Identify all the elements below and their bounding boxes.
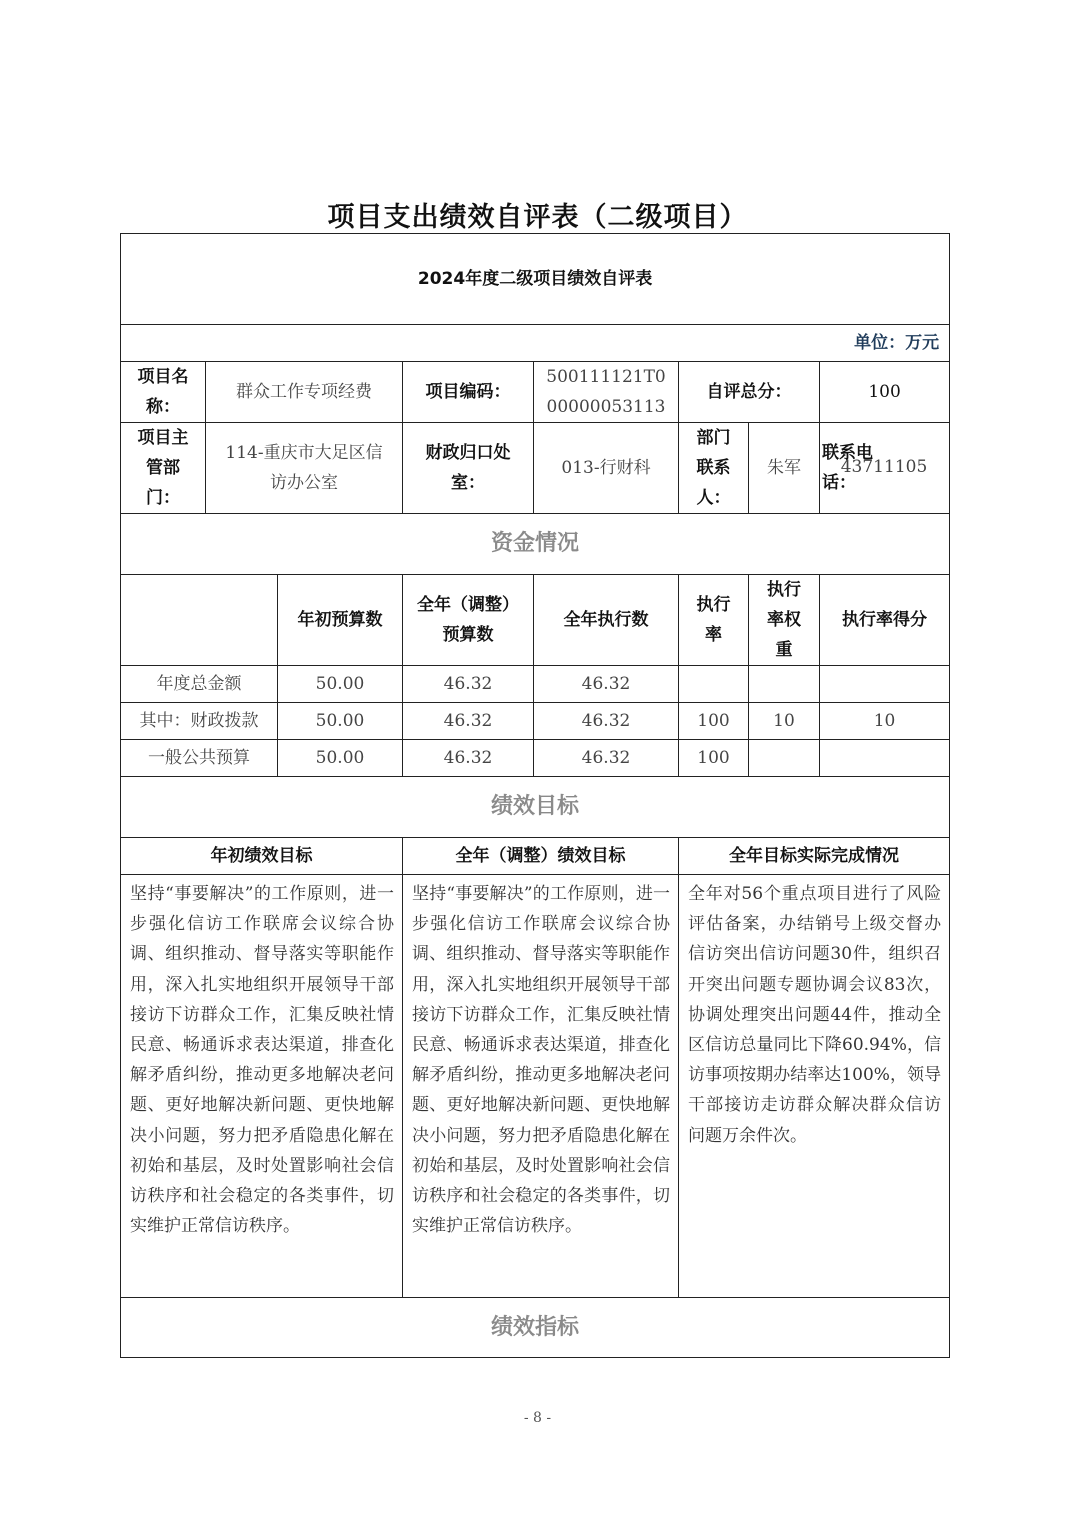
department-label: 项目主管部门： bbox=[121, 423, 206, 514]
row-label-total: 年度总金额 bbox=[121, 666, 278, 703]
document-title: 项目支出绩效自评表（二级项目） bbox=[327, 202, 748, 233]
header-executed: 全年执行数 bbox=[534, 575, 679, 666]
row-label-public: 一般公共预算 bbox=[121, 740, 278, 777]
cell-score bbox=[820, 666, 950, 703]
cell-adjusted: 46.32 bbox=[403, 666, 534, 703]
finance-office-value: 013-行财科 bbox=[534, 423, 679, 514]
cell-adjusted: 46.32 bbox=[403, 740, 534, 777]
adjusted-goal-text: 坚持“事要解决”的工作原则，进一步强化信访工作联席会议综合协调、组织推动、督导落实等职能作用，深入扎实地组织开展领导干部接访下访群众工作，汇集反映社情民意、畅通诉求表达渠道，排查化解矛盾纠纷，推动更多地解决老问题、更好地解决新问题、更快地解决小问题，努力把矛盾隐患化解在初始和基层，及时处置影响社会信访秩序和社会稳定的各类事件，切实维护正常信访秩序。 bbox=[403, 875, 679, 1298]
table-row bbox=[121, 703, 950, 740]
funds-header-blank bbox=[121, 575, 278, 666]
funds-section-title: 资金情况 bbox=[121, 514, 950, 575]
row-label-fiscal: 其中：财政拨款 bbox=[121, 703, 278, 740]
cell-weight bbox=[749, 740, 820, 777]
goals-content-row bbox=[121, 875, 950, 1298]
cell-executed: 46.32 bbox=[534, 666, 679, 703]
header-rate: 执行率 bbox=[679, 575, 749, 666]
cell-rate bbox=[679, 666, 749, 703]
table-row bbox=[121, 666, 950, 703]
phone-label: 联系电话： bbox=[822, 443, 873, 493]
project-code-label: 项目编码： bbox=[403, 362, 534, 423]
finance-office-label: 财政归口处室： bbox=[403, 423, 534, 514]
cell-executed: 46.32 bbox=[534, 703, 679, 740]
goals-section-title: 绩效目标 bbox=[121, 777, 950, 838]
table-row bbox=[121, 740, 950, 777]
project-code-value: 500111121T000000053113 bbox=[534, 362, 679, 423]
goals-header-adjusted: 全年（调整）绩效目标 bbox=[403, 838, 679, 875]
funds-section-row bbox=[121, 514, 950, 575]
cell-score: 10 bbox=[820, 703, 950, 740]
total-score-value: 100 bbox=[820, 362, 950, 423]
unit-row bbox=[121, 325, 950, 362]
cell-budget: 50.00 bbox=[278, 703, 403, 740]
project-info-row bbox=[121, 362, 950, 423]
actual-completion-text: 全年对56个重点项目进行了风险评估备案，办结销号上级交督办信访突出信访问题30件，组织召开突出问题专题协调会议83次，协调处理突出问题44件，推动全区信访总量同比下降60.94%，信访事项按期办结率达100%，领导干部接访走访群众解决群众信访问题万余件次。 bbox=[679, 875, 950, 1298]
cell-rate: 100 bbox=[679, 740, 749, 777]
cell-score bbox=[820, 740, 950, 777]
project-name-value: 群众工作专项经费 bbox=[206, 362, 403, 423]
goals-header-initial: 年初绩效目标 bbox=[121, 838, 403, 875]
cell-executed: 46.32 bbox=[534, 740, 679, 777]
self-evaluation-table bbox=[120, 233, 950, 1358]
project-name-label: 项目名称： bbox=[121, 362, 206, 423]
goals-header-row bbox=[121, 838, 950, 875]
header-adjusted-budget: 全年（调整）预算数 bbox=[403, 575, 534, 666]
goals-section-row bbox=[121, 777, 950, 838]
indicators-section-title: 绩效指标 bbox=[121, 1298, 950, 1358]
page-number: - 8 - bbox=[523, 1410, 552, 1426]
cell-budget: 50.00 bbox=[278, 666, 403, 703]
total-score-label: 自评总分： bbox=[679, 362, 820, 423]
cell-rate: 100 bbox=[679, 703, 749, 740]
funds-header-row bbox=[121, 575, 950, 666]
contact-person-label: 部门联系人： bbox=[679, 423, 749, 514]
department-value: 114-重庆市大足区信访办公室 bbox=[206, 423, 403, 514]
header-weight: 执行率权重 bbox=[749, 575, 820, 666]
unit-label: 单位：万元 bbox=[121, 325, 950, 362]
table-title: 2024年度二级项目绩效自评表 bbox=[121, 234, 950, 325]
header-score: 执行率得分 bbox=[820, 575, 950, 666]
goals-header-actual: 全年目标实际完成情况 bbox=[679, 838, 950, 875]
cell-weight bbox=[749, 666, 820, 703]
header-initial-budget: 年初预算数 bbox=[278, 575, 403, 666]
cell-adjusted: 46.32 bbox=[403, 703, 534, 740]
cell-budget: 50.00 bbox=[278, 740, 403, 777]
phone-value: 43711105 bbox=[840, 457, 928, 477]
table-title-row bbox=[121, 234, 950, 325]
indicators-section-row bbox=[121, 1298, 950, 1358]
contact-person-value: 朱军 bbox=[749, 423, 820, 514]
initial-goal-text: 坚持“事要解决”的工作原则，进一步强化信访工作联席会议综合协调、组织推动、督导落实等职能作用，深入扎实地组织开展领导干部接访下访群众工作，汇集反映社情民意、畅通诉求表达渠道，排查化解矛盾纠纷，推动更多地解决老问题、更好地解决新问题、更快地解决小问题，努力把矛盾隐患化解在初始和基层，及时处置影响社会信访秩序和社会稳定的各类事件，切实维护正常信访秩序。 bbox=[121, 875, 403, 1298]
cell-weight: 10 bbox=[749, 703, 820, 740]
